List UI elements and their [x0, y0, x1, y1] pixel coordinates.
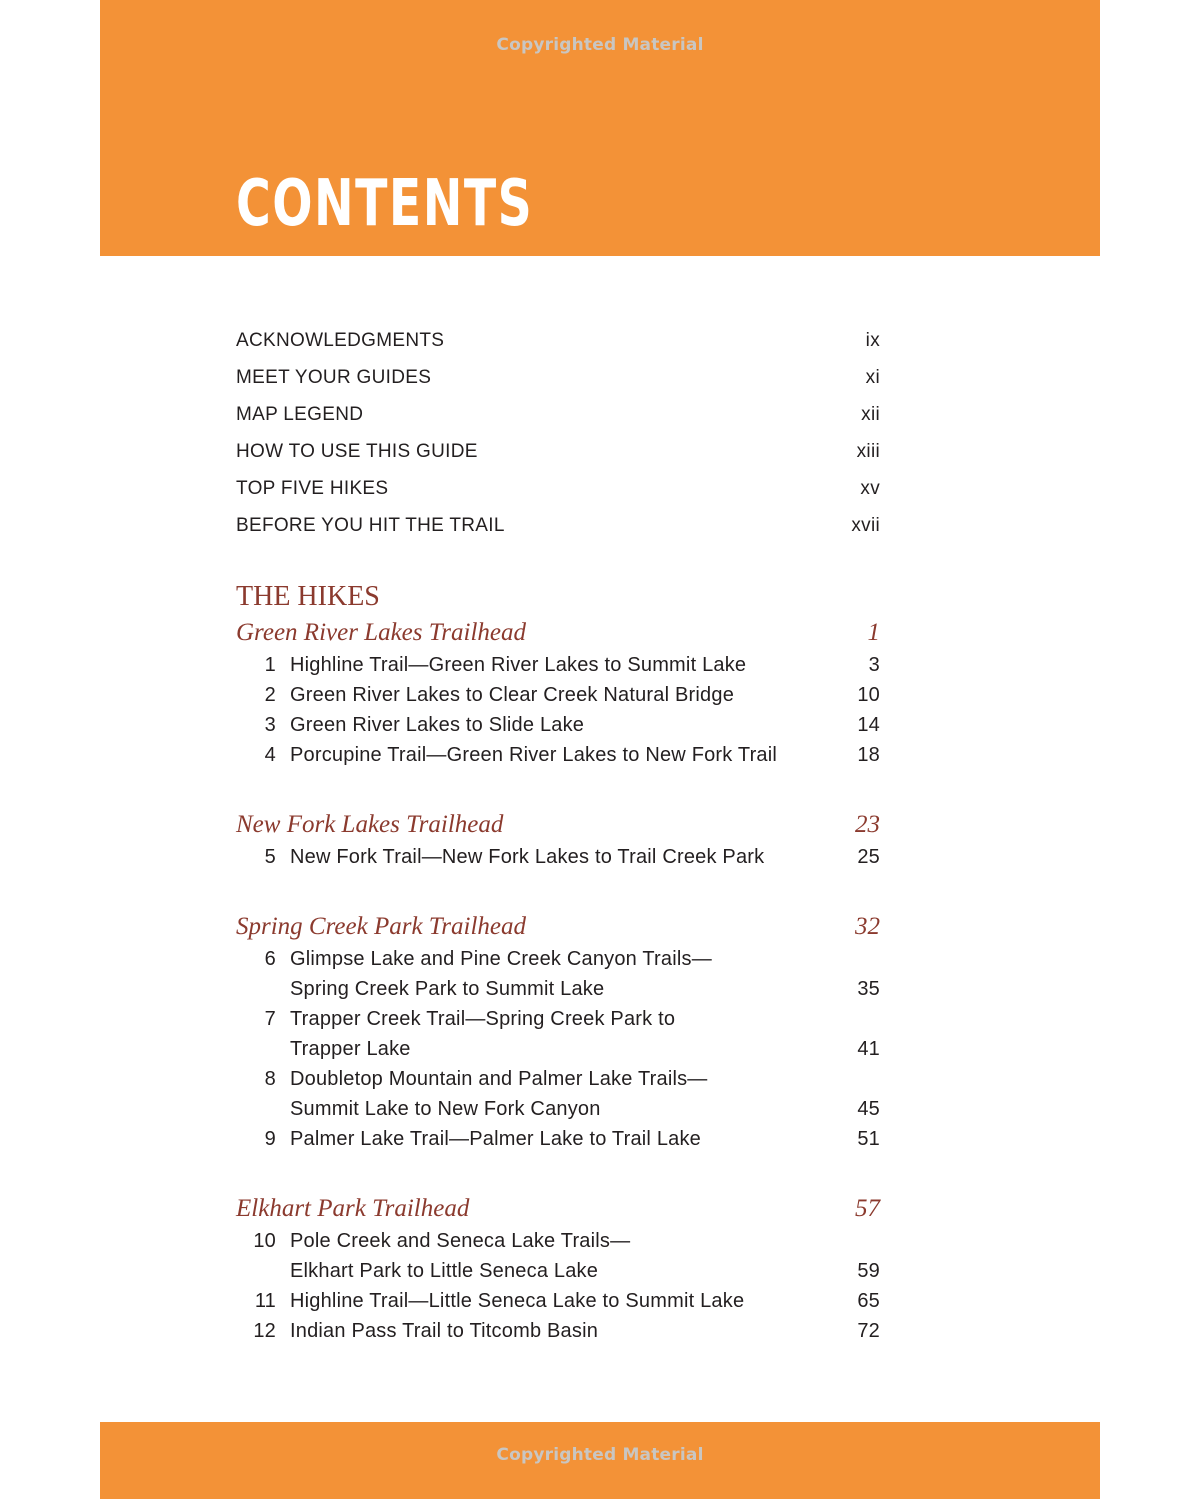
- hike-title-line: Elkhart Park to Little Seneca Lake: [290, 1260, 599, 1282]
- hike-title: [290, 650, 836, 680]
- trailhead-heading: [236, 616, 880, 650]
- hike-page: 10: [857, 684, 880, 706]
- hike-title: [290, 1124, 836, 1154]
- front-matter-row: [236, 330, 880, 367]
- hike-title: [290, 1064, 836, 1124]
- hike-title-line: Indian Pass Trail to Titcomb Basin: [290, 1320, 599, 1342]
- hike-page: 14: [857, 714, 880, 736]
- hike-title: [290, 1226, 836, 1286]
- page-title: CONTENTS: [236, 167, 534, 241]
- hike-title-line: Spring Creek Park to Summit Lake: [290, 978, 605, 1000]
- hike-number: 6: [264, 948, 276, 970]
- hike-title-line: Pole Creek and Seneca Lake Trails—: [290, 1230, 631, 1252]
- hike-page: 41: [857, 1038, 880, 1060]
- hike-title-line: Green River Lakes to Clear Creek Natural Bridge: [290, 684, 735, 706]
- hike-page: 35: [857, 978, 880, 1000]
- hike-title: [290, 710, 836, 740]
- hike-number: 7: [264, 1008, 276, 1030]
- trailhead-page: 1: [867, 619, 880, 646]
- hike-title: [290, 740, 836, 770]
- trailhead-section: [236, 1192, 880, 1346]
- hike-title-line: Porcupine Trail—Green River Lakes to New Fork Trail: [290, 744, 778, 766]
- front-matter-page: xiii: [856, 441, 880, 462]
- trailhead-heading: [236, 808, 880, 842]
- hike-entry: [236, 1286, 880, 1316]
- front-matter-page: xvii: [851, 515, 880, 536]
- hike-page: 51: [857, 1128, 880, 1150]
- trailhead-heading: [236, 1192, 880, 1226]
- trailhead-title: Green River Lakes Trailhead: [236, 619, 527, 646]
- trailhead-title: New Fork Lakes Trailhead: [236, 811, 504, 838]
- section-spacer: [236, 872, 880, 910]
- hike-number: 12: [253, 1320, 276, 1342]
- front-matter-label: TOP FIVE HIKES: [236, 478, 389, 499]
- hike-page: 72: [857, 1320, 880, 1342]
- trailhead-page: 57: [855, 1195, 880, 1222]
- trailhead-section: [236, 910, 880, 1154]
- hike-title: [290, 1004, 836, 1064]
- trailhead-sections: [236, 616, 880, 1346]
- hike-entry: [236, 680, 880, 710]
- hike-title: [290, 842, 836, 872]
- hike-title-line: Trapper Creek Trail—Spring Creek Park to: [290, 1008, 676, 1030]
- hike-title-line: Summit Lake to New Fork Canyon: [290, 1098, 601, 1120]
- section-spacer: [236, 1154, 880, 1192]
- hike-entry: [236, 842, 880, 872]
- hike-title-line: Trapper Lake: [290, 1038, 411, 1060]
- hikes-heading: THE HIKES: [236, 581, 380, 612]
- hike-entry: [236, 650, 880, 680]
- hike-number: 10: [253, 1230, 276, 1252]
- hike-page: 3: [868, 654, 880, 676]
- hike-number: 2: [264, 684, 276, 706]
- hike-title: [290, 944, 836, 1004]
- section-spacer: [236, 770, 880, 808]
- front-matter-page: xii: [861, 404, 880, 425]
- footer-band: [100, 1422, 1100, 1499]
- hike-number: 5: [264, 846, 276, 868]
- hike-page: 59: [857, 1260, 880, 1282]
- hike-number: 8: [264, 1068, 276, 1090]
- table-of-contents: [236, 330, 880, 1346]
- hike-title: [290, 1316, 836, 1346]
- trailhead-section: [236, 808, 880, 872]
- hike-page: 18: [857, 744, 880, 766]
- hike-number: 4: [264, 744, 276, 766]
- hike-entry: [236, 710, 880, 740]
- copyright-notice-top: Copyrighted Material: [496, 35, 704, 55]
- front-matter-label: MEET YOUR GUIDES: [236, 367, 432, 388]
- trailhead-section: [236, 616, 880, 770]
- hike-entry: [236, 740, 880, 770]
- trailhead-title: Spring Creek Park Trailhead: [236, 913, 527, 940]
- hike-title-line: Highline Trail—Little Seneca Lake to Summit Lake: [290, 1290, 745, 1312]
- front-matter-row: [236, 404, 880, 441]
- front-matter-label: MAP LEGEND: [236, 404, 364, 425]
- front-matter-list: [236, 330, 880, 552]
- hike-page: 25: [857, 846, 880, 868]
- front-matter-row: [236, 515, 880, 552]
- hike-entry: [236, 1226, 880, 1286]
- hike-page: 45: [857, 1098, 880, 1120]
- front-matter-page: xi: [865, 367, 880, 388]
- trailhead-page: 32: [855, 913, 880, 940]
- trailhead-heading: [236, 910, 880, 944]
- hike-title-line: New Fork Trail—New Fork Lakes to Trail Creek Park: [290, 846, 765, 868]
- front-matter-page: xv: [860, 478, 880, 499]
- trailhead-page: 23: [855, 811, 880, 838]
- hike-title-line: Highline Trail—Green River Lakes to Summit Lake: [290, 654, 747, 676]
- hike-number: 3: [264, 714, 276, 736]
- hike-page: 65: [857, 1290, 880, 1312]
- hike-entry: [236, 1004, 880, 1064]
- hike-number: 9: [264, 1128, 276, 1150]
- front-matter-label: BEFORE YOU HIT THE TRAIL: [236, 515, 505, 536]
- copyright-notice-bottom: Copyrighted Material: [496, 1445, 704, 1465]
- front-matter-label: HOW TO USE THIS GUIDE: [236, 441, 478, 462]
- hike-entry: [236, 944, 880, 1004]
- front-matter-row: [236, 367, 880, 404]
- hike-number: 11: [254, 1290, 276, 1312]
- hike-entry: [236, 1064, 880, 1124]
- hike-entry: [236, 1316, 880, 1346]
- hike-title-line: Palmer Lake Trail—Palmer Lake to Trail Lake: [290, 1128, 701, 1150]
- hike-number: 1: [264, 654, 276, 676]
- hike-title-line: Doubletop Mountain and Palmer Lake Trails—: [290, 1068, 708, 1090]
- hike-title: [290, 1286, 836, 1316]
- front-matter-label: ACKNOWLEDGMENTS: [236, 330, 445, 351]
- front-matter-page: ix: [865, 330, 880, 351]
- front-matter-row: [236, 478, 880, 515]
- front-matter-row: [236, 441, 880, 478]
- hike-title-line: Glimpse Lake and Pine Creek Canyon Trails—: [290, 948, 712, 970]
- hike-entry: [236, 1124, 880, 1154]
- hike-title: [290, 680, 836, 710]
- hike-title-line: Green River Lakes to Slide Lake: [290, 714, 585, 736]
- trailhead-title: Elkhart Park Trailhead: [236, 1195, 470, 1222]
